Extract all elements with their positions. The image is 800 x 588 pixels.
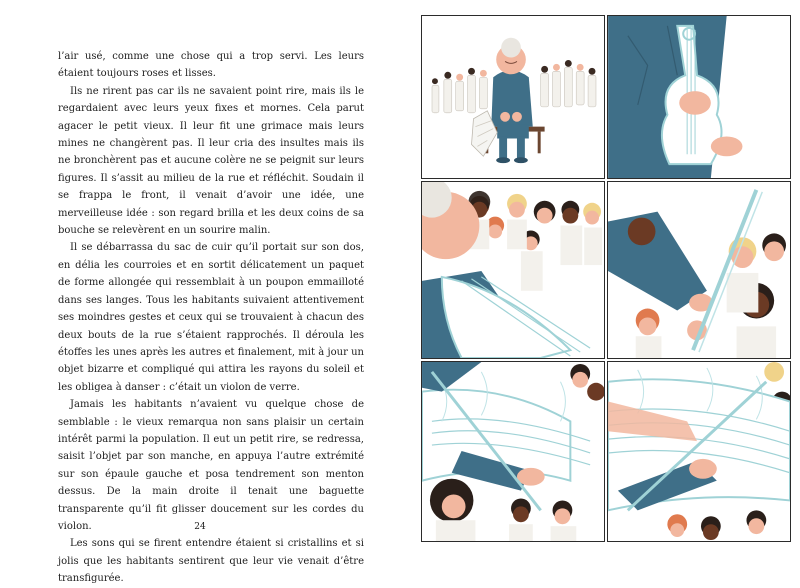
old-man-crowd-image	[422, 182, 604, 358]
violin-closeup-image	[608, 16, 790, 178]
panel-bow-crowd	[607, 181, 791, 359]
paragraph-4: Jamais les habitants n’avaient vu quelque chose de semblable : le vieux remarqua non sans plaisir un certain intérêt parmi la population. Il eut un petit rire, se redressa, saisit l’objet par son manche, en appuya l’autre extrémité sur son épaule gauche et posa tendrement son menton dessus. De la main droite il tenait une baguette transparente qu’il fit glisser doucement sur les cordes du violon.	[58, 399, 364, 532]
comic-illustration	[421, 15, 791, 542]
playing-right-image	[608, 362, 790, 541]
right-page	[400, 0, 800, 560]
panel-violin-closeup	[607, 15, 791, 179]
panel-old-man-crowd	[421, 181, 605, 359]
playing-left-image	[422, 362, 604, 541]
page-number: 24	[194, 522, 206, 532]
left-page	[0, 0, 400, 585]
old-man-seated-image	[422, 16, 604, 178]
paragraph-5: Les sons qui se firent entendre étaient si cristallins et si jolis que les habitants sentirent que leur vie venait d’être transfigurée.	[58, 538, 364, 585]
paragraph-2: Ils ne rirent pas car ils ne savaient point rire, mais ils le regardaient avec leurs yeux fixes et mornes. Cela parut agacer le petit vieux. Il leur fit une grimace mais leurs mines ne changèrent pas. Il leur cria des insultes mais ils ne bronchèrent pas et aucune colère ne se peignit sur leurs figures. Il s’assit au milieu de la rue et réfléchit. Soudain il se frappa le front, il venait d’avoir une idée, une merveilleuse idée : son regard brilla et les deux coins de sa bouche se relevèrent en un sourire malin.	[58, 85, 364, 237]
bow-crowd-image	[608, 182, 790, 358]
panel-playing-right	[607, 361, 791, 542]
panel-old-man-seated	[421, 15, 605, 179]
paragraph-3: Il se débarrassa du sac de cuir qu’il portait sur son dos, en délia les courroies et en sortit délicatement un paquet de forme allongée qui ressemblait à un poupon emmailloté dans ses langes. Tous les habitants suivaient attentivement ses moindres gestes et ceux qui se trouvaient à chacun des deux bouts de la rue s’étaient rapprochés. Il déroula les étoffes les unes après les autres et finalement, mit à jour un objet bizarre et compliqué qui attira les rayons du soleil et les obligea à danser : c’était un violon de verre.	[58, 242, 364, 393]
story-text	[58, 48, 364, 588]
paragraph-1: l’air usé, comme une chose qui a trop servi. Les leurs étaient toujours roses et lisses.	[58, 51, 364, 80]
panel-playing-left	[421, 361, 605, 542]
